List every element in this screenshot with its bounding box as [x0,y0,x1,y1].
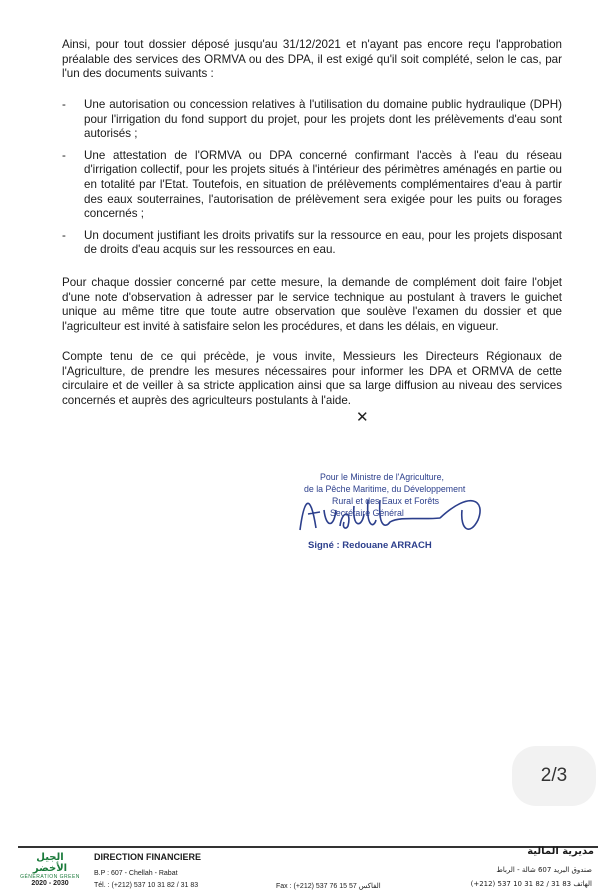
list-item [62,98,562,142]
bullet-dash: - [62,228,66,242]
logo-arabic-text: الجيل الأخضر [32,852,68,874]
list-item [62,229,562,258]
footer-divider [18,846,598,848]
fax-label-ar: الفاكس [358,883,381,890]
fax-fr: Fax : (+212) 537 76 15 57 [276,883,357,890]
signature-stamp [290,470,500,560]
list-item-text: Un document justifiant les droits privatifs sur la ressource en eau, pour les projets disposant de droits d'eau acquis sur les ressources en eau. [84,228,562,257]
generation-green-logo [20,852,80,887]
handwritten-mark: ✕ [356,408,369,426]
postal-box-fr: B.P : 607 - Chellah - Rabat [94,870,178,877]
fax-number [276,882,381,890]
phone-ar-label: الهاتف [573,880,592,888]
logo-english-text: GÉNÉRATION GREEN [20,874,80,880]
list-item-text: Une autorisation ou concession relatives à l'utilisation du domaine public hydraulique (DPH) pour l'irrigation du fond support du projet, pour les projets dont les prélèvements d'eau sont autorisés ; [84,98,562,141]
list-item-text: Une attestation de l'ORMVA ou DPA concerné confirmant l'accès à l'eau du réseau d'irrigation collectif, pour les projets situés à l'intérieur des périmètres aménagés en partie ou en totalité par l'Etat. Toutefois, en situation de prélèvements complémentaires d'eau à partir des eaux souterraines, l'autorisation de prélèvement sera exigée pour les puits ou forages concernés ; [84,148,562,221]
phone-fr: Tél. : (+212) 537 10 31 82 / 31 83 [94,882,199,889]
stamp-line: Secrétaire Général [330,508,404,518]
page-indicator: 2/3 [512,746,596,806]
bullet-dash: - [62,148,66,162]
bullet-dash: - [62,98,66,111]
direction-name-ar: مديرية المالية [527,846,594,857]
logo-years: 2020 - 2030 [31,880,69,887]
stamp-line: Rural et des Eaux et Forêts [332,496,440,506]
measure-paragraph: Pour chaque dossier concerné par cette mesure, la demande de complément doit faire l'objet d'une note d'observation à adresser par le service technique au postulant à travers le guichet unique au même titre que toute autre observation que soulève l'examen du dossier et que l'agriculteur est invité à satisfaire selon les procédures, et dans les délais, en vigueur. [62,276,562,333]
closing-paragraph: Compte tenu de ce qui précède, je vous invite, Messieurs les Directeurs Régionaux de l'Agriculture, de prendre les mesures nécessaires pour informer les DPA et ORMVA de cette circulaire et de veiller à sa stricte application ainsi que sa large diffusion au niveau des services concernés et auprès des agriculteurs postulants à l'aide. [62,350,562,407]
phone-ar [471,880,592,888]
intro-paragraph: Ainsi, pour tout dossier déposé jusqu'au 31/12/2021 et n'ayant pas encore reçu l'approbation préalable des services des ORMVA ou des DPA, il est exigé qu'il soit complété, selon le cas, par l'un des documents suivants : [62,38,562,81]
direction-name-fr: DIRECTION FINANCIERE [94,852,202,862]
signatory-name: Signé : Redouane ARRACH [308,540,432,551]
required-documents-list [62,98,562,265]
list-item [62,149,562,222]
postal-box-ar: صندوق البريد 607 شالة - الرباط [496,866,592,874]
stamp-line: de la Pêche Maritime, du Développement [304,484,466,494]
stamp-line: Pour le Ministre de l'Agriculture, [320,472,444,482]
phone-ar-number: (+212) 537 10 31 82 / 31 83 [470,880,572,888]
